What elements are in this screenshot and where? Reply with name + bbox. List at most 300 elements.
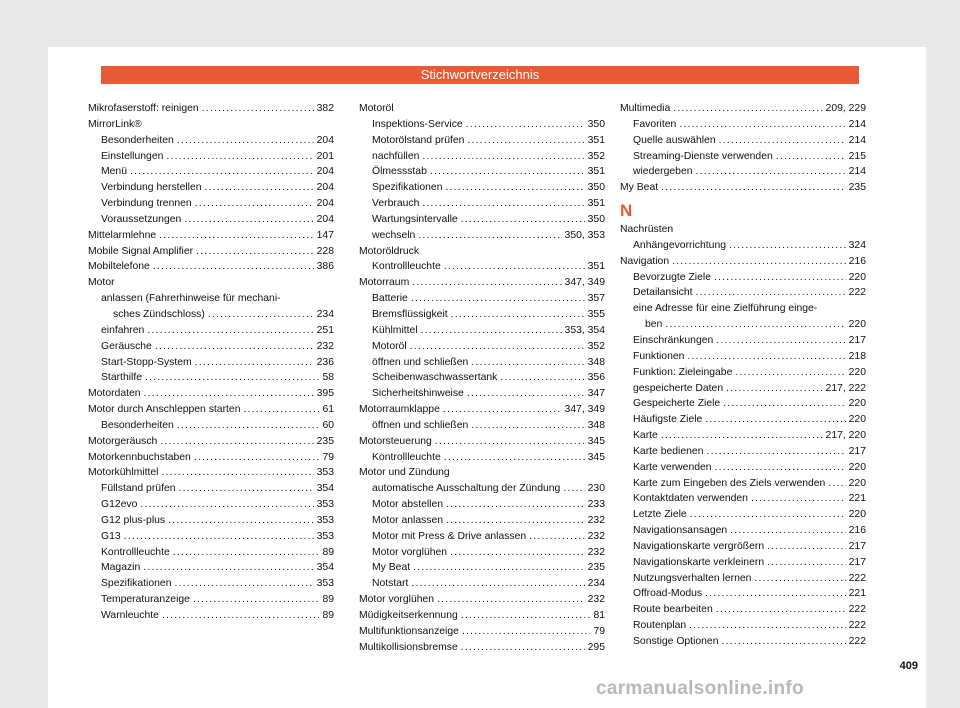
leader-dots	[177, 418, 320, 434]
index-term: Motor und Zündung	[359, 467, 450, 479]
index-term: Verbindung trennen	[101, 198, 192, 210]
leader-dots	[445, 180, 584, 196]
leader-dots	[690, 507, 846, 523]
index-entry	[359, 180, 605, 196]
index-entry	[620, 491, 866, 507]
index-entry	[88, 291, 334, 307]
leader-dots	[462, 624, 591, 640]
leader-dots	[124, 529, 314, 545]
index-page-ref: 58	[322, 372, 334, 384]
leader-dots	[665, 317, 845, 333]
index-page-ref: 222	[848, 287, 866, 299]
index-page-ref: 204	[316, 166, 334, 178]
index-entry	[88, 560, 334, 576]
leader-dots	[754, 571, 845, 587]
index-term: Streaming-Dienste verwenden	[633, 150, 773, 162]
leader-dots	[461, 608, 591, 624]
index-term: Kontrollleuchte	[372, 451, 441, 463]
index-entry	[88, 149, 334, 165]
index-term: Mittelarmlehne	[88, 229, 157, 241]
index-term: My Beat	[372, 562, 411, 574]
index-entry	[620, 381, 866, 397]
index-entry	[620, 180, 866, 196]
leader-dots	[719, 133, 846, 149]
index-entry	[88, 164, 334, 180]
index-page-ref: 353, 354	[564, 324, 605, 336]
index-page-ref: 352	[587, 150, 605, 162]
index-entry	[620, 133, 866, 149]
index-entry	[359, 560, 605, 576]
index-entry	[620, 396, 866, 412]
index-term: gespeicherte Daten	[633, 382, 724, 394]
index-page-ref: 214	[848, 134, 866, 146]
index-entry	[620, 222, 866, 238]
index-page-ref: 235	[587, 562, 605, 574]
index-term: Funktion: Zieleingabe	[633, 366, 733, 378]
index-term: Navigation	[620, 255, 670, 267]
index-entry	[620, 444, 866, 460]
index-entry	[359, 640, 605, 656]
index-term: Kontrollleuchte	[101, 546, 170, 558]
index-page-ref: 204	[316, 198, 334, 210]
index-page-ref: 81	[593, 610, 605, 621]
index-term: Favoriten	[633, 118, 677, 130]
index-term: Motoröldruck	[359, 245, 420, 257]
leader-dots	[672, 254, 846, 270]
index-page-ref: 236	[316, 356, 334, 368]
index-term: Magazin	[101, 562, 141, 574]
index-entry	[359, 418, 605, 434]
index-page-ref: 234	[587, 578, 605, 590]
index-page-ref: 356	[587, 372, 605, 384]
leader-dots	[411, 291, 585, 307]
index-entry	[359, 386, 605, 402]
leader-dots	[687, 349, 845, 365]
leader-dots	[437, 592, 585, 608]
leader-dots	[202, 101, 314, 117]
index-page-ref: 232	[587, 546, 605, 558]
index-term: Verbrauch	[372, 198, 420, 210]
leader-dots	[143, 560, 313, 576]
index-page-ref: 347	[587, 388, 605, 400]
leader-dots	[422, 196, 584, 212]
index-term: Funktionen	[633, 350, 685, 362]
index-letter-heading: N	[620, 201, 633, 221]
index-term: Motor durch Anschleppen starten	[88, 404, 241, 416]
leader-dots	[444, 259, 585, 275]
index-page-ref: 221	[848, 493, 866, 505]
index-page-ref: 251	[316, 324, 334, 336]
index-term: Notstart	[372, 578, 409, 590]
leader-dots	[461, 640, 585, 656]
index-page-ref: 350, 353	[564, 229, 605, 241]
index-term: Verbindung herstellen	[101, 182, 202, 194]
index-term: Motor vorglühen	[359, 594, 435, 606]
index-page-ref: 347, 349	[564, 404, 605, 416]
leader-dots	[730, 523, 845, 539]
index-entry	[620, 254, 866, 270]
index-page-ref: 295	[587, 641, 605, 653]
index-page-ref: 234	[316, 308, 334, 320]
leader-dots	[173, 545, 320, 561]
index-term: Bremsflüssigkeit	[372, 308, 448, 320]
index-term: Sonstige Optionen	[633, 636, 719, 647]
leader-dots	[767, 539, 846, 555]
index-page-ref: 204	[316, 213, 334, 225]
index-entry	[88, 323, 334, 339]
index-page-ref: 220	[848, 366, 866, 378]
index-term: wechseln	[372, 229, 416, 241]
index-page-ref: 324	[848, 239, 866, 251]
index-term: Mobile Signal Amplifier	[88, 245, 194, 257]
section-header	[101, 66, 859, 84]
index-term: My Beat	[620, 182, 659, 194]
index-term: Geräusche	[101, 340, 152, 352]
leader-dots	[155, 339, 314, 355]
index-page-ref: 350	[587, 213, 605, 225]
index-page-ref: 221	[848, 588, 866, 600]
index-entry	[88, 608, 334, 624]
index-page-ref: 217	[848, 556, 866, 568]
index-page-ref: 353	[316, 514, 334, 526]
index-page-ref: 147	[316, 229, 334, 241]
index-page-ref: 216	[848, 525, 866, 537]
index-entry	[359, 244, 605, 260]
leader-dots	[661, 428, 823, 444]
leader-dots	[451, 307, 585, 323]
index-page-ref: 395	[316, 388, 334, 400]
index-entry	[88, 418, 334, 434]
leader-dots	[776, 149, 846, 165]
leader-dots	[467, 133, 584, 149]
index-term: Detailansicht	[633, 287, 693, 299]
index-page-ref: 215	[848, 150, 866, 162]
leader-dots	[195, 196, 314, 212]
page-number: 409	[899, 660, 918, 672]
index-page-ref: 232	[587, 530, 605, 542]
index-term: Navigationskarte vergrößern	[633, 540, 765, 552]
index-term: Motoröl	[359, 103, 394, 114]
index-page-ref: 345	[587, 435, 605, 447]
leader-dots	[208, 307, 314, 323]
index-entry	[359, 339, 605, 355]
leader-dots	[673, 101, 822, 117]
index-page-ref: 204	[316, 182, 334, 194]
leader-dots	[500, 370, 584, 386]
index-page-ref: 89	[322, 610, 334, 621]
index-entry	[88, 545, 334, 561]
index-entry	[359, 529, 605, 545]
watermark: carmanualsonline.info	[596, 678, 804, 699]
index-entry	[620, 571, 866, 587]
index-page-ref: 209, 229	[825, 103, 866, 114]
leader-dots	[140, 497, 313, 513]
index-entry	[88, 497, 334, 513]
index-entry	[88, 355, 334, 371]
index-term: Besonderheiten	[101, 134, 174, 146]
leader-dots	[471, 355, 584, 371]
index-entry	[88, 101, 334, 117]
index-page-ref: 357	[587, 293, 605, 305]
index-entry	[359, 434, 605, 450]
leader-dots	[461, 212, 585, 228]
leader-dots	[450, 545, 585, 561]
leader-dots	[529, 529, 584, 545]
index-entry	[359, 355, 605, 371]
index-entry	[359, 275, 605, 291]
index-entry	[359, 164, 605, 180]
index-entry	[359, 497, 605, 513]
index-page-ref: 350	[587, 118, 605, 130]
index-term: Motor vorglühen	[372, 546, 448, 558]
index-page-ref: 220	[848, 414, 866, 426]
index-term: Warnleuchte	[101, 610, 159, 621]
index-entry	[620, 523, 866, 539]
leader-dots	[563, 481, 584, 497]
index-entry	[88, 196, 334, 212]
leader-dots	[144, 386, 314, 402]
leader-dots	[705, 586, 846, 602]
index-page-ref: 79	[593, 625, 605, 637]
leader-dots	[162, 608, 319, 624]
index-entry	[620, 634, 866, 650]
index-term: Motorraumklappe	[359, 404, 440, 416]
index-entry	[620, 586, 866, 602]
index-page-ref: 204	[316, 134, 334, 146]
index-term: Motordaten	[88, 388, 141, 400]
index-entry	[620, 618, 866, 634]
index-entry	[359, 370, 605, 386]
index-term: nachfüllen	[372, 150, 420, 162]
index-page-ref: 217	[848, 540, 866, 552]
index-term: Motor mit Press & Drive anlassen	[372, 530, 527, 542]
index-page-ref: 353	[316, 530, 334, 542]
index-entry	[88, 465, 334, 481]
leader-dots	[706, 444, 845, 460]
index-page-ref: 214	[848, 166, 866, 178]
index-term: einfahren	[101, 324, 145, 336]
index-term: Offroad-Modus	[633, 588, 703, 600]
leader-dots	[729, 238, 846, 254]
index-entry	[88, 259, 334, 275]
leader-dots	[244, 402, 320, 418]
index-entry	[88, 339, 334, 355]
index-term: Karte	[633, 430, 658, 442]
index-column-1	[88, 101, 334, 624]
index-entry	[620, 149, 866, 165]
index-page-ref: 233	[587, 499, 605, 511]
leader-dots	[194, 450, 320, 466]
leader-dots	[767, 555, 846, 571]
index-entry	[359, 402, 605, 418]
leader-dots	[446, 513, 585, 529]
index-page-ref: 220	[848, 477, 866, 489]
leader-dots	[696, 164, 846, 180]
index-term: Nachrüsten	[620, 224, 674, 236]
index-term: sches Zündschloss)	[113, 308, 205, 320]
index-entry	[359, 307, 605, 323]
leader-dots	[735, 365, 845, 381]
leader-dots	[418, 228, 561, 244]
index-page-ref: 217, 220	[825, 430, 866, 442]
index-page-ref: 235	[848, 182, 866, 194]
index-entry	[620, 285, 866, 301]
index-entry	[620, 428, 866, 444]
index-page-ref: 217	[848, 334, 866, 346]
index-entry	[88, 481, 334, 497]
index-term: Motor	[88, 277, 115, 289]
index-page-ref: 235	[316, 435, 334, 447]
index-entry	[359, 576, 605, 592]
index-term: Quelle auswählen	[633, 134, 716, 146]
index-entry	[620, 602, 866, 618]
index-term: wiedergeben	[633, 166, 693, 178]
index-page-ref: 353	[316, 578, 334, 590]
index-page-ref: 222	[848, 620, 866, 632]
index-entry	[88, 402, 334, 418]
leader-dots	[661, 180, 846, 196]
index-term: öffnen und schließen	[372, 419, 469, 431]
index-term: Motor anlassen	[372, 514, 444, 526]
index-page-ref: 228	[316, 245, 334, 257]
index-entry	[620, 101, 866, 117]
index-page-ref: 217, 222	[825, 382, 866, 394]
leader-dots	[421, 323, 562, 339]
index-entry	[88, 244, 334, 260]
index-page-ref: 214	[848, 118, 866, 130]
index-term: Motorgeräusch	[88, 435, 158, 447]
index-term: Routenplan	[633, 620, 687, 632]
index-entry	[620, 238, 866, 254]
index-entry	[359, 259, 605, 275]
leader-dots	[828, 476, 845, 492]
index-page-ref: 351	[587, 166, 605, 178]
leader-dots	[193, 592, 319, 608]
leader-dots	[467, 386, 585, 402]
leader-dots	[689, 618, 846, 634]
leader-dots	[726, 381, 822, 397]
index-entry	[359, 228, 605, 244]
index-page-ref: 89	[322, 594, 334, 606]
index-column-3	[620, 101, 866, 650]
index-entry	[359, 465, 605, 481]
index-entry	[620, 301, 866, 317]
section-title: Stichwortverzeichnis	[420, 67, 540, 82]
index-term: Einschränkungen	[633, 334, 714, 346]
index-term: eine Adresse für eine Zielführung einge-	[633, 303, 818, 315]
leader-dots	[153, 259, 314, 275]
index-page-ref: 351	[587, 198, 605, 210]
index-term: Gespeicherte Ziele	[633, 398, 721, 410]
index-entry	[620, 555, 866, 571]
leader-dots	[147, 323, 313, 339]
index-term: Menü	[101, 166, 127, 178]
index-entry	[359, 592, 605, 608]
index-term: Voraussetzungen	[101, 213, 182, 225]
leader-dots	[159, 228, 314, 244]
index-term: Starthilfe	[101, 372, 143, 384]
index-term: öffnen und schließen	[372, 356, 469, 368]
index-page-ref: 232	[587, 514, 605, 526]
index-page-ref: 217	[848, 445, 866, 457]
index-page-ref: 60	[322, 419, 334, 431]
leader-dots	[705, 412, 845, 428]
leader-dots	[413, 560, 585, 576]
index-term: Bevorzugte Ziele	[633, 271, 711, 283]
index-entry	[88, 576, 334, 592]
leader-dots	[410, 339, 585, 355]
index-entry	[88, 307, 334, 323]
index-term: Navigationsansagen	[633, 525, 728, 537]
index-entry	[359, 196, 605, 212]
index-entry	[88, 513, 334, 529]
index-term: Scheibenwaschwassertank	[372, 372, 498, 384]
index-term: automatische Ausschaltung der Zündung	[372, 483, 561, 495]
index-entry	[88, 133, 334, 149]
index-term: Motorölstand prüfen	[372, 134, 465, 146]
index-page-ref: 232	[316, 340, 334, 352]
index-entry	[88, 450, 334, 466]
index-entry	[359, 149, 605, 165]
index-entry	[88, 180, 334, 196]
leader-dots	[715, 460, 846, 476]
index-page-ref: 222	[848, 604, 866, 616]
index-page-ref: 350	[587, 182, 605, 194]
index-page-ref: 218	[848, 350, 866, 362]
index-term: Füllstand prüfen	[101, 483, 176, 495]
index-page-ref: 354	[316, 562, 334, 574]
leader-dots	[130, 164, 314, 180]
index-page-ref: 220	[848, 319, 866, 331]
index-term: MirrorLink®	[88, 118, 142, 130]
leader-dots	[696, 285, 846, 301]
leader-dots	[679, 117, 845, 133]
index-entry	[620, 460, 866, 476]
index-entry	[359, 212, 605, 228]
index-term: G12evo	[101, 499, 138, 511]
index-term: Route bearbeiten	[633, 604, 713, 616]
index-page-ref: 353	[316, 499, 334, 511]
leader-dots	[166, 149, 313, 165]
leader-dots	[161, 465, 313, 481]
leader-dots	[723, 396, 845, 412]
leader-dots	[160, 434, 313, 450]
index-entry	[359, 481, 605, 497]
leader-dots	[168, 513, 314, 529]
index-entry	[359, 133, 605, 149]
index-term: Karte zum Eingeben des Ziels verwenden	[633, 477, 826, 489]
index-term: Motor abstellen	[372, 499, 444, 511]
index-entry	[359, 450, 605, 466]
index-entry	[359, 117, 605, 133]
index-entry	[620, 270, 866, 286]
leader-dots	[184, 212, 313, 228]
index-term: anlassen (Fahrerhinweise für mechani-	[101, 293, 281, 305]
leader-dots	[722, 634, 846, 650]
index-term: Multimedia	[620, 103, 671, 114]
index-term: Karte bedienen	[633, 445, 704, 457]
index-entry	[88, 370, 334, 386]
index-page-ref: 230	[587, 483, 605, 495]
index-page-ref: 347, 349	[564, 277, 605, 289]
leader-dots	[471, 418, 584, 434]
index-entry	[359, 624, 605, 640]
index-entry	[620, 317, 866, 333]
index-term: Anhängevorrichtung	[633, 239, 727, 251]
index-term: Besonderheiten	[101, 419, 174, 431]
leader-dots	[444, 450, 585, 466]
index-entry	[359, 513, 605, 529]
